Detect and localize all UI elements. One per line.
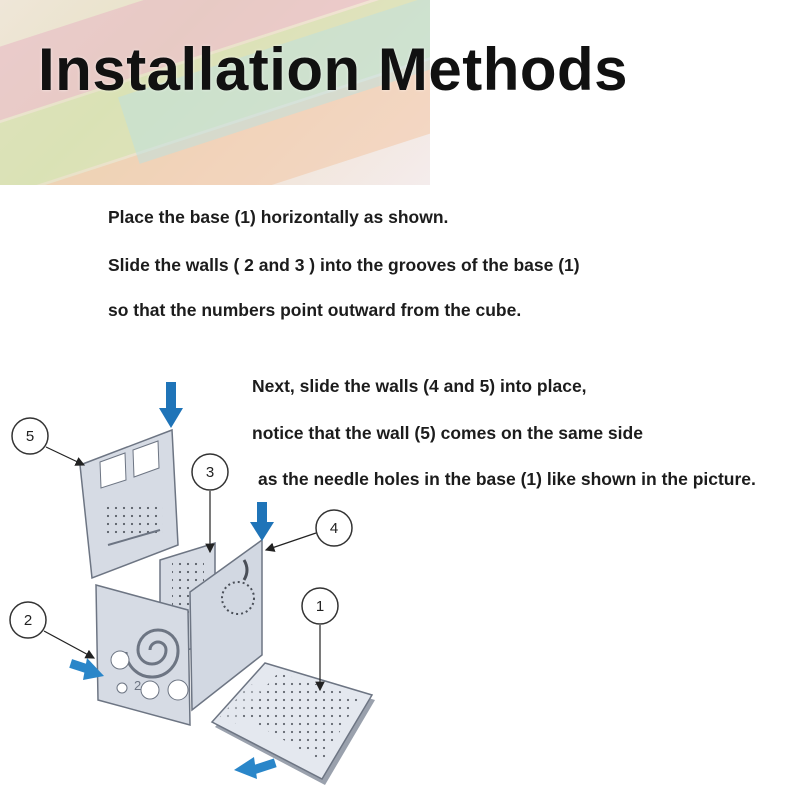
page-title: Installation Methods xyxy=(38,36,629,103)
svg-text:4: 4 xyxy=(329,520,339,537)
instruction-line: so that the numbers point outward from the cube. xyxy=(108,300,522,320)
svg-text:1: 1 xyxy=(315,598,325,615)
assembly-diagram xyxy=(0,370,400,800)
instruction-line: notice that the wall (5) comes on the same side xyxy=(252,423,643,443)
svg-text:2: 2 xyxy=(23,612,33,629)
instruction-line: Place the base (1) horizontally as shown. xyxy=(108,207,449,227)
instruction-line: Next, slide the walls (4 and 5) into place, xyxy=(252,376,587,396)
callout-4 xyxy=(266,510,352,550)
instruction-line: Slide the walls ( 2 and 3 ) into the grooves of the base (1) xyxy=(108,255,580,275)
instruction-line: as the needle holes in the base (1) like shown in the picture. xyxy=(258,469,756,489)
wall-panel-5 xyxy=(80,430,178,578)
svg-text:3: 3 xyxy=(205,464,215,481)
callout-5 xyxy=(12,418,84,465)
arrow-down-icon xyxy=(250,502,274,541)
wall-panel-2 xyxy=(96,585,190,725)
arrow-down-icon xyxy=(159,382,183,428)
arrow-left-icon xyxy=(234,757,277,779)
wall-number-mark: 2 xyxy=(134,678,142,693)
callout-2 xyxy=(10,602,94,658)
callout-3 xyxy=(192,454,228,552)
callout-1 xyxy=(302,588,338,690)
svg-text:5: 5 xyxy=(25,428,35,445)
base-panel-1 xyxy=(212,663,375,785)
